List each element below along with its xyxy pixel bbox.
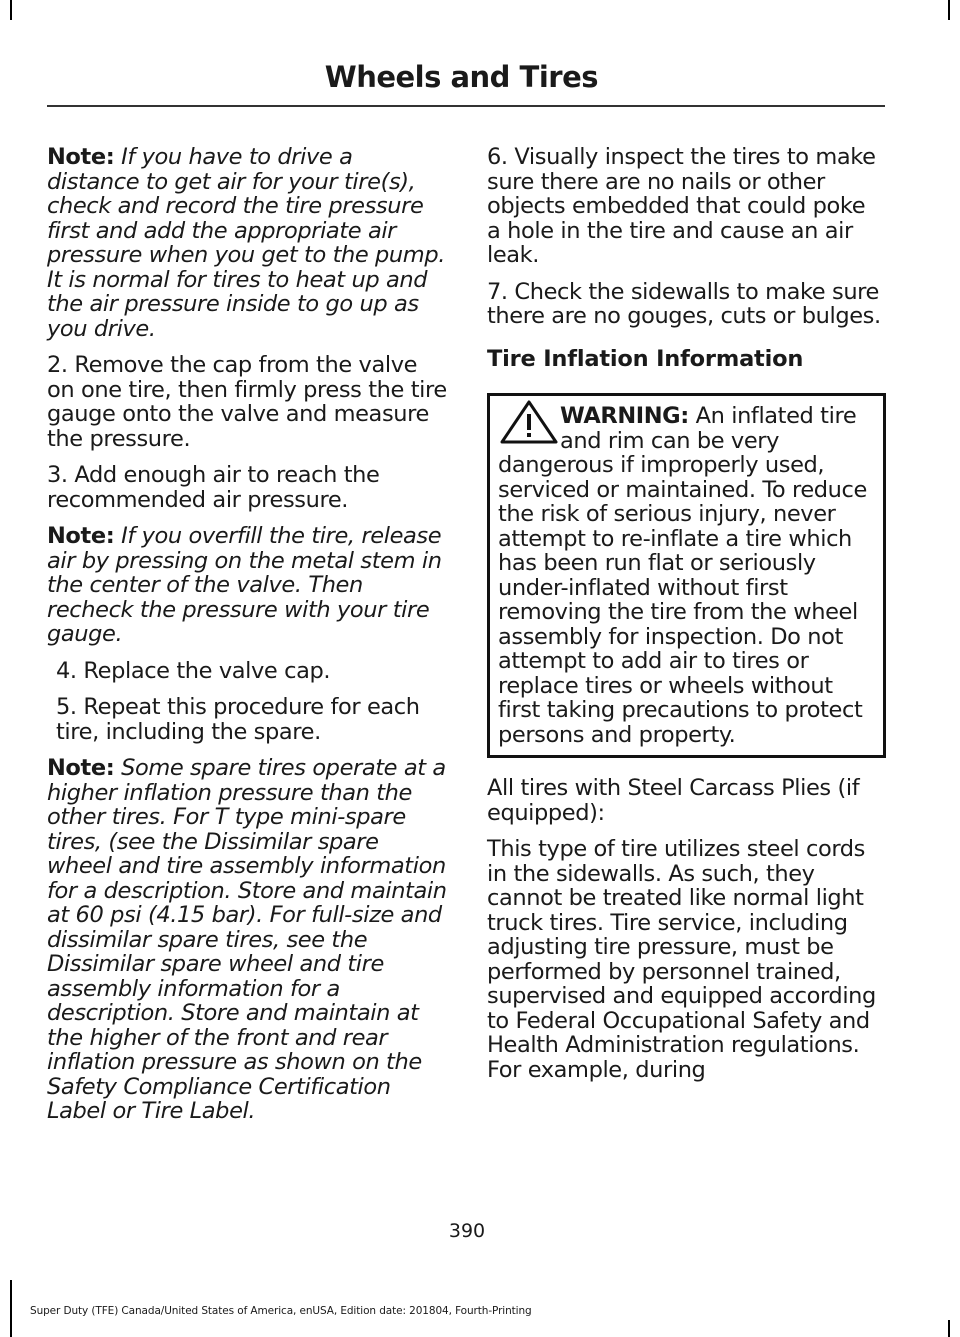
note-paragraph xyxy=(47,145,447,341)
warning-triangle-icon xyxy=(498,398,560,446)
warning-label: WARNING: xyxy=(560,403,689,429)
footer-text: Super Duty (TFE) Canada/United States of America, enUSA, Edition date: 201804, Fourth-Printing xyxy=(30,1305,532,1317)
paragraph: This type of tire utilizes steel cords in the sidewalls. As such, they cannot be treated like normal light truck tires. Tire service, including adjusting tire pressure, must be performed by personnel trained, supervised and equipped according to Federal Occupational Safety and Health Administration regulations. For example, during xyxy=(487,836,876,1083)
crop-mark-bottom-left xyxy=(10,1280,12,1337)
warning-text: An inflated tire and rim can be very dangerous if improperly used, serviced or maintained. To reduce the risk of serious injury, never attempt to re-inflate a tire which has been run flat or seriously under-inflated without first removing the tire from the wheel assembly for inspection. Do not attempt to add air to tires or replace tires or wheels without first taking precautions to protect persons and property. xyxy=(498,403,867,748)
step-4: 4. Replace the valve cap. xyxy=(56,657,331,684)
page-title-text: Wheels and Tires xyxy=(324,60,598,94)
header-divider xyxy=(47,105,885,107)
right-column xyxy=(487,145,882,1094)
note-paragraph xyxy=(47,756,447,1124)
crop-mark-top-right xyxy=(948,0,950,20)
note-text: If you have to drive a distance to get air for your tire(s), check and record the tire pressure first and add the appropriate air pressure when you get to the pump. It is normal for tires to heat up and the air pressure inside to go up as you drive. xyxy=(47,144,445,342)
note-label: Note: xyxy=(47,523,115,549)
step-5: 5. Repeat this procedure for each tire, including the spare. xyxy=(56,694,420,745)
page-title xyxy=(0,60,934,94)
step-7: 7. Check the sidewalls to make sure there are no gouges, cuts or bulges. xyxy=(487,278,881,329)
step-3: 3. Add enough air to reach the recommended air pressure. xyxy=(47,462,380,513)
note-label: Note: xyxy=(47,144,115,170)
note-text: Some spare tires operate at a higher inflation pressure than the other tires. For T type mini-spare tires, (see the Dissimilar spare wheel and tire assembly information for a description. Store and maintain at 60 psi (4.15 bar). For full-size and dissimilar spare tires, see the Dissimilar spare wheel and tire assembly information for a description. Store and maintain at the higher of the front and rear inflation pressure as shown on the Safety Compliance Certification Label or Tire Label. xyxy=(47,755,447,1124)
note-text: If you overfill the tire, release air by pressing on the metal stem in the center of the valve. Then recheck the pressure with your tire gauge. xyxy=(47,523,442,647)
crop-mark-top-left xyxy=(10,0,12,20)
note-paragraph xyxy=(47,524,447,647)
step-2: 2. Remove the cap from the valve on one tire, then firmly press the tire gauge onto the valve and measure the pressure. xyxy=(47,352,447,452)
step-6: 6. Visually inspect the tires to make sure there are no nails or other objects embedded that could poke a hole in the tire and cause an air leak. xyxy=(487,144,876,268)
left-column xyxy=(47,145,447,1136)
section-heading: Tire Inflation Information xyxy=(487,345,804,372)
paragraph: All tires with Steel Carcass Plies (if equipped): xyxy=(487,775,860,826)
page-number: 390 xyxy=(448,1220,486,1242)
crop-mark-bottom-right xyxy=(948,1320,950,1337)
note-label: Note: xyxy=(47,755,115,781)
warning-box xyxy=(487,393,886,758)
